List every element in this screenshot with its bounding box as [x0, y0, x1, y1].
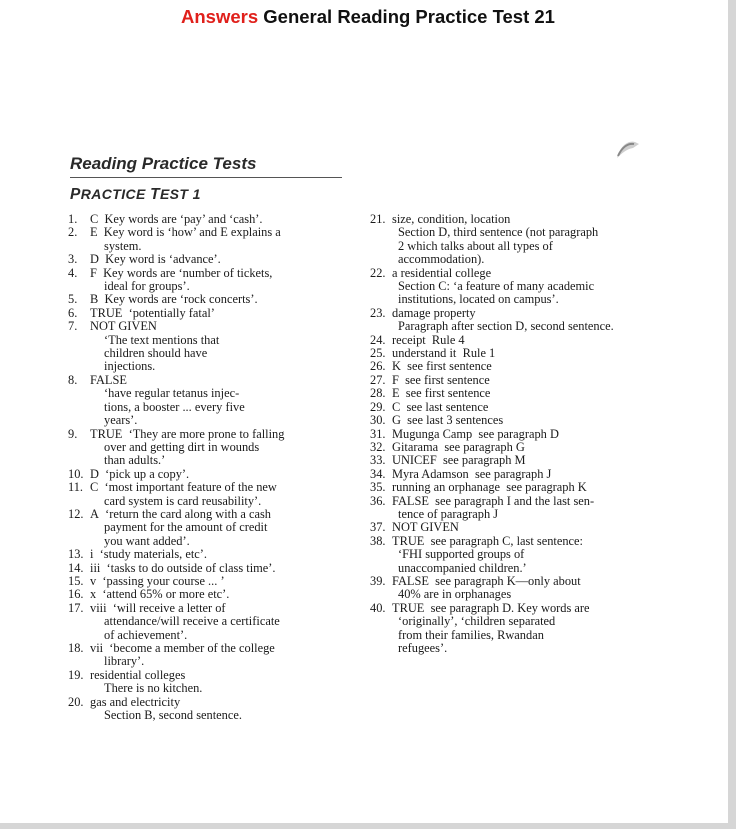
answer-explanation: Section B, second sentence. — [104, 708, 242, 723]
answer-key: i — [90, 547, 94, 562]
answer-explanation: ‘pick up a copy’. — [105, 466, 190, 481]
page-header — [0, 6, 736, 28]
answer-first-line — [370, 307, 670, 320]
answer-item — [370, 454, 670, 467]
answer-explanation: unaccompanied children.’ — [398, 560, 527, 575]
answer-explanation: Section C: ‘a feature of many academic — [398, 279, 595, 294]
page-frame-bottom — [0, 823, 736, 829]
answer-explanation: injections. — [104, 359, 156, 374]
test-title-initial: P — [70, 186, 81, 203]
answer-key: TRUE — [392, 600, 425, 615]
answer-first-line — [370, 495, 670, 508]
answer-first-line — [370, 468, 670, 481]
answer-key: E — [392, 386, 400, 401]
answer-item — [68, 226, 358, 253]
answer-first-line — [370, 334, 670, 347]
answer-item — [370, 374, 670, 387]
answer-key: v — [90, 573, 97, 588]
answer-first-line — [370, 454, 670, 467]
answer-item — [370, 468, 670, 481]
answer-key: NOT GIVEN — [90, 319, 157, 334]
answer-item — [68, 696, 358, 723]
answer-item — [68, 548, 358, 561]
answer-explanation: Key word is ‘advance’. — [105, 252, 221, 267]
answer-key: understand it — [392, 346, 457, 361]
answer-number: 5. — [68, 292, 78, 307]
answer-explanation: Key words are ‘rock concerts’. — [104, 292, 258, 307]
answer-first-line — [68, 548, 358, 561]
answer-item — [68, 428, 358, 468]
page-corner-mark-icon — [614, 136, 644, 162]
answer-note: see paragraph D — [478, 426, 559, 441]
answer-explanation: Section D, third sentence (not paragraph — [398, 225, 599, 240]
answer-first-line — [68, 562, 358, 575]
answer-number: 14. — [68, 560, 84, 575]
answer-note: see last sentence — [406, 399, 489, 414]
answer-number: 33. — [370, 453, 386, 468]
answer-first-line — [370, 374, 670, 387]
answer-number: 20. — [68, 694, 84, 709]
answer-first-line — [68, 642, 358, 655]
answer-item — [68, 669, 358, 696]
answer-key: iii — [90, 560, 101, 575]
answer-explanation: ‘study materials, etc’. — [99, 547, 208, 562]
answer-first-line — [68, 481, 358, 494]
answer-number: 15. — [68, 573, 84, 588]
answer-item — [370, 401, 670, 414]
answer-number: 13. — [68, 547, 84, 562]
answer-note: see paragraph G — [444, 439, 525, 454]
answer-item — [68, 575, 358, 588]
answer-first-line — [68, 602, 358, 615]
answer-item — [370, 360, 670, 373]
answer-first-line — [68, 468, 358, 481]
answer-note: Rule 4 — [431, 332, 465, 347]
answer-explanation: ‘originally’, ‘children separated — [398, 614, 556, 629]
answer-note: see first sentence — [405, 372, 490, 387]
answer-key: TRUE — [392, 533, 425, 548]
answer-item — [68, 468, 358, 481]
answer-number: 29. — [370, 399, 386, 414]
test-title — [70, 186, 201, 204]
answer-item — [370, 441, 670, 454]
answer-key: x — [90, 587, 97, 602]
answer-number: 6. — [68, 305, 78, 320]
answer-key: D — [90, 252, 99, 267]
answer-number: 32. — [370, 439, 386, 454]
answer-explanation: ‘most important feature of the new — [104, 480, 277, 495]
answers-right-column — [370, 213, 670, 655]
answer-number: 19. — [68, 667, 84, 682]
answer-item — [68, 267, 358, 294]
answer-key: TRUE — [90, 426, 123, 441]
answer-first-line — [370, 267, 670, 280]
answer-first-line — [370, 602, 670, 615]
answer-key: running an orphanage — [392, 480, 501, 495]
answer-note: see paragraph M — [442, 453, 526, 468]
answer-first-line — [370, 428, 670, 441]
answer-key: A — [90, 506, 99, 521]
answer-item — [68, 307, 358, 320]
answer-note: see paragraph C, last sentence: — [430, 533, 583, 548]
answers-left-column — [68, 213, 358, 722]
answer-item — [370, 481, 670, 494]
answer-key: receipt — [392, 332, 426, 347]
answer-key: D — [90, 466, 99, 481]
answer-explanation: ‘potentially fatal’ — [128, 305, 215, 320]
answer-key: Myra Adamson — [392, 466, 469, 481]
answer-explanation: ideal for groups’. — [104, 279, 190, 294]
answer-explanation: children should have — [104, 346, 208, 361]
answer-explanation: ‘become a member of the college — [109, 641, 275, 655]
answer-key: damage property — [392, 305, 476, 320]
answer-key: C — [90, 480, 99, 495]
answer-first-line — [370, 347, 670, 360]
answer-note: see paragraph J — [474, 466, 552, 481]
answer-number: 9. — [68, 426, 78, 441]
header-title: General Reading Practice Test 21 — [258, 6, 555, 27]
answer-explanation: There is no kitchen. — [104, 681, 203, 696]
answer-first-line — [68, 293, 358, 306]
answer-explanation: tence of paragraph J — [398, 506, 499, 521]
answer-number: 34. — [370, 466, 386, 481]
answer-explanation: accommodation). — [398, 252, 485, 267]
answer-number: 12. — [68, 506, 84, 521]
answer-explanation: attendance/will receive a certificate — [104, 614, 280, 629]
test-title-t: T — [150, 186, 160, 203]
answer-key: Mugunga Camp — [392, 426, 473, 441]
answer-explanation: from their families, Rwandan — [398, 627, 544, 642]
answer-key: TRUE — [90, 305, 123, 320]
answer-number: 16. — [68, 587, 84, 602]
answer-item — [370, 347, 670, 360]
answer-explanation: tions, a booster ... every five — [104, 399, 245, 414]
answer-key: G — [392, 413, 401, 428]
answer-explanation: Key word is ‘how’ and E explains a — [103, 225, 281, 240]
answer-first-line — [68, 320, 358, 333]
answer-explanation: Paragraph after section D, second sentence. — [398, 319, 614, 334]
answer-item — [68, 374, 358, 428]
answer-key: UNICEF — [392, 453, 437, 468]
answer-number: 23. — [370, 305, 386, 320]
answer-key: C — [90, 212, 99, 226]
answer-explanation: refugees’. — [398, 641, 448, 655]
answer-number: 27. — [370, 372, 386, 387]
answer-explanation: ‘will receive a letter of — [112, 600, 226, 615]
answer-item — [370, 414, 670, 427]
answer-item — [370, 428, 670, 441]
answer-explanation: ‘have regular tetanus injec- — [104, 386, 240, 401]
answer-note: see paragraph D. Key words are — [430, 600, 590, 615]
test-title-mid: RACTICE — [80, 186, 151, 202]
answer-explanation: ‘tasks to do outside of class time’. — [106, 560, 276, 575]
answer-number: 8. — [68, 372, 78, 387]
answer-key: residential colleges — [90, 667, 186, 682]
answer-number: 35. — [370, 480, 386, 495]
answer-key: F — [90, 265, 97, 280]
answer-first-line — [370, 535, 670, 548]
answer-first-line — [68, 696, 358, 709]
answer-key: FALSE — [392, 573, 429, 588]
answer-number: 28. — [370, 386, 386, 401]
answer-explanation: card system is card reusability’. — [104, 493, 262, 508]
answer-first-line — [68, 226, 358, 239]
answer-first-line — [370, 521, 670, 534]
answer-number: 38. — [370, 533, 386, 548]
answer-note: Rule 1 — [462, 346, 496, 361]
answer-item — [370, 213, 670, 267]
answer-number: 4. — [68, 265, 78, 280]
answer-item — [370, 267, 670, 307]
answer-number: 40. — [370, 600, 386, 615]
answer-explanation: ‘They are more prone to falling — [128, 426, 285, 441]
answer-item — [68, 588, 358, 601]
answer-item — [370, 495, 670, 522]
answer-first-line — [370, 481, 670, 494]
answer-explanation: than adults.’ — [104, 453, 166, 468]
answer-first-line — [370, 387, 670, 400]
answer-item — [68, 508, 358, 548]
answer-number: 7. — [68, 319, 78, 334]
header-accent: Answers — [181, 6, 259, 27]
answer-first-line — [68, 428, 358, 441]
answer-first-line — [68, 307, 358, 320]
answer-note: see first sentence — [405, 386, 491, 401]
answer-first-line — [68, 669, 358, 682]
answer-item — [370, 575, 670, 602]
answer-explanation: you want added’. — [104, 533, 190, 548]
answer-number: 37. — [370, 520, 386, 535]
answer-key: size, condition, location — [392, 212, 511, 226]
answer-item — [370, 535, 670, 575]
answer-explanation: system. — [104, 238, 142, 253]
answer-number: 11. — [68, 480, 84, 495]
answer-item — [370, 602, 670, 656]
answer-first-line — [370, 401, 670, 414]
answer-number: 3. — [68, 252, 78, 267]
answer-key: C — [392, 399, 401, 414]
answer-item — [68, 602, 358, 642]
answer-number: 36. — [370, 493, 386, 508]
answer-explanation: Key words are ‘number of tickets, — [103, 265, 273, 280]
answer-number: 24. — [370, 332, 386, 347]
answer-first-line — [370, 360, 670, 373]
answer-first-line — [68, 253, 358, 266]
answer-key: vii — [90, 641, 104, 655]
section-title: Reading Practice Tests — [70, 154, 342, 178]
answer-first-line — [68, 213, 358, 226]
answer-number: 31. — [370, 426, 386, 441]
answer-number: 21. — [370, 212, 386, 226]
answer-explanation: ‘The text mentions that — [104, 332, 220, 347]
answer-number: 18. — [68, 641, 84, 655]
answer-key: FALSE — [392, 493, 429, 508]
answer-key: a residential college — [392, 265, 492, 280]
answer-note: see first sentence — [407, 359, 492, 374]
answer-key: NOT GIVEN — [392, 520, 459, 535]
answer-number: 10. — [68, 466, 84, 481]
answer-first-line — [68, 267, 358, 280]
answer-key: FALSE — [90, 372, 127, 387]
answer-key: E — [90, 225, 98, 240]
answer-item — [370, 521, 670, 534]
answer-note: see paragraph K—only about — [435, 573, 581, 588]
answer-first-line — [370, 441, 670, 454]
answer-number: 30. — [370, 413, 386, 428]
answer-key: Gitarama — [392, 439, 439, 454]
answer-first-line — [370, 575, 670, 588]
answer-key: viii — [90, 600, 107, 615]
answer-note: see paragraph I and the last sen- — [435, 493, 595, 508]
answer-first-line — [68, 374, 358, 387]
answer-item — [68, 320, 358, 374]
answer-explanation: over and getting dirt in wounds — [104, 439, 260, 454]
answer-explanation: Key words are ‘pay’ and ‘cash’. — [104, 212, 263, 226]
answer-item — [68, 213, 358, 226]
answer-item — [68, 481, 358, 508]
answer-number: 1. — [68, 212, 78, 226]
answer-key: K — [392, 359, 401, 374]
answer-key: B — [90, 292, 99, 307]
answer-explanation: payment for the amount of credit — [104, 520, 268, 535]
answer-item — [370, 334, 670, 347]
answer-explanation: years’. — [104, 413, 138, 428]
answer-explanation: ‘passing your course ... ’ — [102, 573, 225, 588]
answer-first-line — [370, 213, 670, 226]
answer-first-line — [68, 508, 358, 521]
answer-number: 39. — [370, 573, 386, 588]
answer-first-line — [68, 588, 358, 601]
answer-item — [68, 562, 358, 575]
answer-first-line — [68, 575, 358, 588]
answer-item — [68, 253, 358, 266]
answer-number: 26. — [370, 359, 386, 374]
answer-item — [68, 293, 358, 306]
answer-item — [370, 387, 670, 400]
answer-number: 22. — [370, 265, 386, 280]
answer-item — [370, 307, 670, 334]
answer-number: 2. — [68, 225, 78, 240]
answer-item — [68, 642, 358, 669]
page-frame-right — [728, 0, 736, 829]
test-title-rest: EST 1 — [159, 186, 201, 202]
answer-key: F — [392, 372, 399, 387]
answer-number: 25. — [370, 346, 386, 361]
answer-explanation: institutions, located on campus’. — [398, 292, 559, 307]
answer-explanation: library’. — [104, 654, 145, 669]
answer-number: 17. — [68, 600, 84, 615]
answer-note: see paragraph K — [506, 480, 587, 495]
answer-first-line — [370, 414, 670, 427]
answer-explanation: 40% are in orphanages — [398, 587, 512, 602]
answer-explanation: 2 which talks about all types of — [398, 238, 553, 253]
answer-note: see last 3 sentences — [407, 413, 504, 428]
answer-explanation: ‘FHI supported groups of — [398, 547, 525, 562]
answer-explanation: ‘attend 65% or more etc’. — [102, 587, 230, 602]
answer-explanation: of achievement’. — [104, 627, 188, 642]
answer-key: gas and electricity — [90, 694, 181, 709]
answer-explanation: ‘return the card along with a cash — [105, 506, 271, 521]
